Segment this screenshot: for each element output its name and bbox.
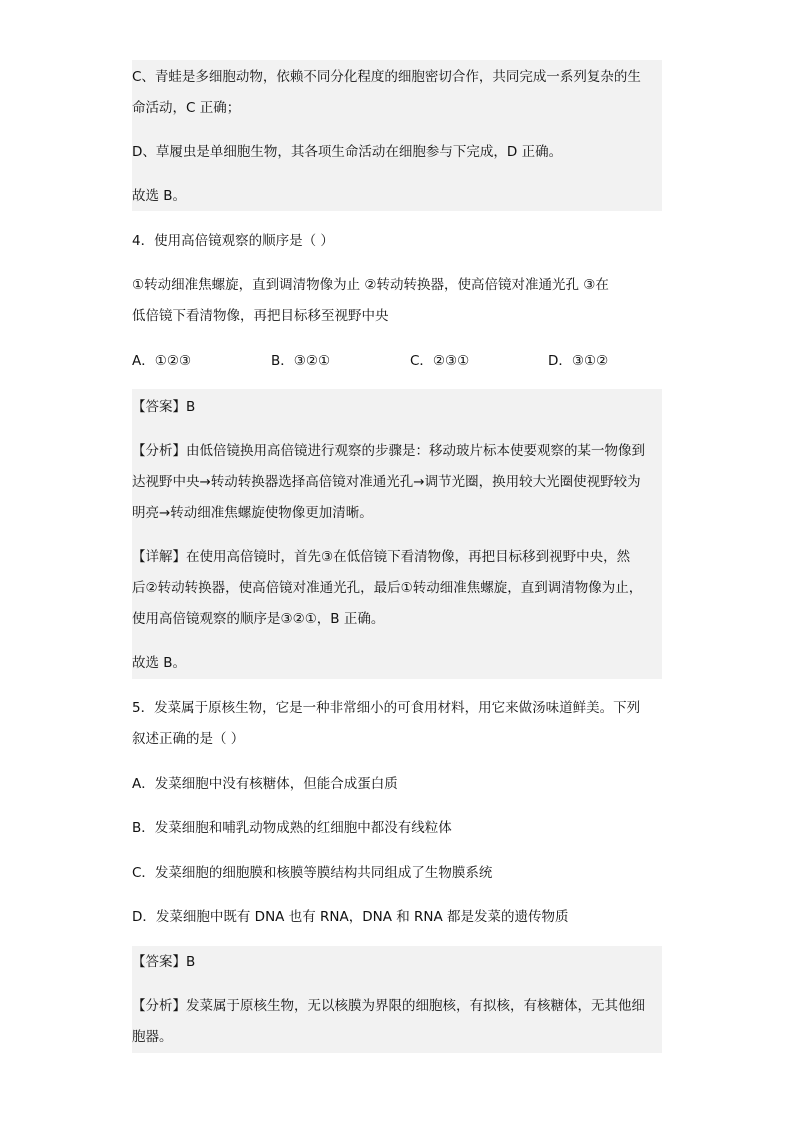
q4-option-b: B．③②① — [271, 353, 331, 369]
q3-option-d-explanation: D、草履虫是单细胞生物，其各项生命活动在细胞参与下完成，D 正确。 — [132, 144, 563, 160]
q4-analysis-line2: 达视野中央→转动转换器选择高倍镜对准通光孔→调节光圈，换用较大光圈使视野较为 — [132, 474, 641, 490]
q5-stem-line1: 5．发菜属于原核生物，它是一种非常细小的可食用材料，用它来做汤味道鲜美。下列 — [132, 700, 641, 716]
q4-detail-line3: 使用高倍镜观察的顺序是③②①，B 正确。 — [132, 611, 385, 627]
q3-option-c-explanation-line2: 命活动，C 正确； — [132, 100, 241, 116]
q4-steps-line2: 低倍镜下看清物像，再把目标移至视野中央 — [132, 308, 389, 324]
q4-detail-line2: 后②转动转换器，使高倍镜对准通光孔，最后①转动细准焦螺旋，直到调清物像为止， — [132, 580, 643, 596]
q4-options — [132, 346, 662, 376]
q5-analysis-line2: 胞器。 — [132, 1029, 173, 1045]
q5-answer: 【答案】B — [132, 954, 196, 970]
q3-explanation-block — [132, 60, 662, 211]
q4-analysis-line1: 【分析】由低倍镜换用高倍镜进行观察的步骤是：移动玻片标本使要观察的某一物像到 — [132, 443, 645, 459]
q4-answer-block — [132, 389, 662, 679]
q5-option-d: D．发菜细胞中既有 DNA 也有 RNA，DNA 和 RNA 都是发菜的遗传物质 — [132, 909, 569, 925]
q4-steps — [132, 270, 662, 332]
q4-answer: 【答案】B — [132, 399, 196, 415]
q4-option-c: C．②③① — [410, 353, 470, 369]
q5-analysis-line1: 【分析】发菜属于原核生物，无以核膜为界限的细胞核，有拟核，有核糖体，无其他细 — [132, 998, 645, 1014]
q5-option-a: A．发菜细胞中没有核糖体，但能合成蛋白质 — [132, 776, 398, 792]
q4-steps-line1: ①转动细准焦螺旋，直到调清物像为止 ②转动转换器，使高倍镜对准通光孔 ③在 — [132, 277, 609, 293]
q3-conclusion: 故选 B。 — [132, 188, 187, 204]
q4-detail-line1: 【详解】在使用高倍镜时，首先③在低倍镜下看清物像，再把目标移到视野中央，然 — [132, 549, 631, 565]
q5-option-c: C．发菜细胞的细胞膜和核膜等膜结构共同组成了生物膜系统 — [132, 865, 493, 881]
q5-option-b: B．发菜细胞和哺乳动物成熟的红细胞中都没有线粒体 — [132, 820, 452, 836]
q5-answer-block — [132, 946, 662, 1053]
q5-stem — [132, 693, 662, 755]
q4-conclusion: 故选 B。 — [132, 655, 187, 671]
q4-option-d: D．③①② — [548, 353, 609, 369]
q4-analysis-line3: 明亮→转动细准焦螺旋使物像更加清晰。 — [132, 505, 373, 521]
q4-stem: 4．使用高倍镜观察的顺序是（ ） — [132, 233, 334, 249]
q3-option-c-explanation-line1: C、青蛙是多细胞动物，依赖不同分化程度的细胞密切合作，共同完成一系列复杂的生 — [132, 69, 641, 85]
q4-option-a: A．①②③ — [132, 353, 192, 369]
q5-stem-line2: 叙述正确的是（ ） — [132, 731, 245, 747]
